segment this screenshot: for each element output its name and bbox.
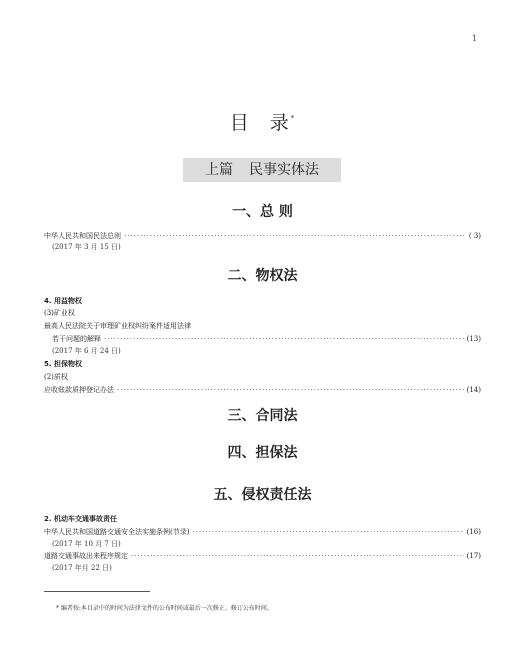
- entry-title: 应收账款质押登记办法: [44, 386, 114, 394]
- toc-entry-road-traffic-regulation[interactable]: [44, 527, 481, 537]
- entry-page: (16): [466, 528, 481, 536]
- footnote-divider: [44, 591, 150, 592]
- leader-dots: [104, 334, 464, 344]
- entry-page: (13): [466, 335, 481, 343]
- entry-date: (2017 年月 22 日): [52, 564, 112, 572]
- entry-page: ( 3): [468, 232, 481, 240]
- toc-entry-mining-rights[interactable]: [52, 334, 481, 344]
- chapter-heading-property: 二、物权法: [227, 268, 298, 284]
- part-label: 上篇: [205, 162, 233, 178]
- section-heading: 5. 担保物权: [44, 360, 82, 368]
- toc-entry-receivables-pledge[interactable]: [44, 385, 481, 395]
- entry-title: 道路交通事故出来程序规定: [44, 552, 128, 560]
- page-number: 1: [471, 34, 477, 43]
- chapter-heading-general: 一、总 则: [232, 204, 293, 220]
- section-heading: 2. 机动车交通事故责任: [44, 515, 117, 523]
- toc-entry-civil-law-general[interactable]: [44, 231, 481, 241]
- leader-dots: [131, 551, 464, 561]
- toc-title: [0, 108, 525, 135]
- subsection-heading: (2)质权: [44, 373, 68, 381]
- title-footnote-mark: *: [290, 114, 296, 122]
- entry-title: 若干问题的解释: [52, 335, 101, 343]
- entry-date: (2017 年 3 月 15 日): [52, 243, 121, 251]
- entry-title: 中华人民共和国民法总则: [44, 232, 121, 240]
- toc-entry-traffic-accident-procedure[interactable]: [44, 551, 481, 561]
- chapter-heading-guarantee: 四、担保法: [227, 445, 298, 461]
- leader-dots: [117, 385, 464, 395]
- part-banner: [183, 158, 341, 182]
- title-char-2: 录: [269, 112, 290, 134]
- footnote: * 编者按:本目录中的时间为法律文件的公布时间或最后一次修正、修订公布时间。: [56, 605, 273, 612]
- chapter-heading-tort: 五、侵权责任法: [213, 487, 312, 503]
- toc-entry-title-line1: 最高人民法院关于审理矿业权纠纷案件适用法律: [44, 322, 191, 330]
- entry-page: (17): [466, 552, 481, 560]
- entry-page: (14): [466, 386, 481, 394]
- title-char-1: 目: [229, 112, 250, 134]
- chapter-heading-contract: 三、合同法: [227, 408, 298, 424]
- section-heading: 4. 用益物权: [44, 297, 82, 305]
- entry-date: (2017 年 6 月 24 日): [52, 347, 121, 355]
- leader-dots: [192, 527, 463, 537]
- entry-title: 中华人民共和国道路交通安全法实施条例(节录): [44, 528, 190, 536]
- part-name: 民事实体法: [249, 162, 319, 178]
- subsection-heading: (3)矿业权: [44, 309, 75, 317]
- leader-dots: [124, 231, 466, 241]
- entry-date: (2017 年 10 月 7 日): [52, 540, 121, 548]
